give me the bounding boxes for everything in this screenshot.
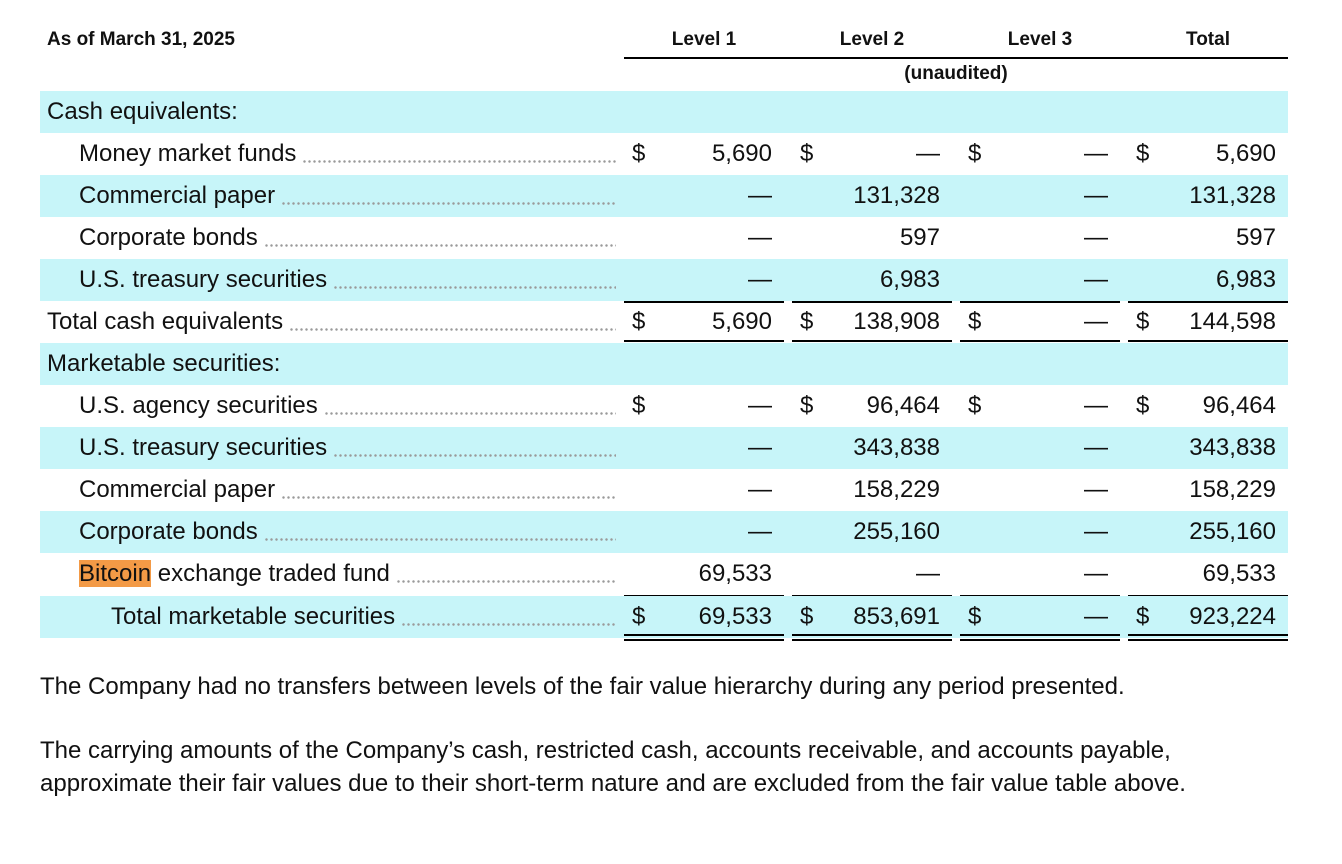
dot-leader [401,619,616,629]
row-label [79,553,390,595]
value-total: 923,224 [1189,603,1276,630]
section-heading-cash: Cash equivalents: [47,98,238,125]
dollar-sign: $ [632,603,646,630]
value-total: 69,533 [1202,560,1276,587]
dot-leader [289,324,616,334]
value-level-1: 69,533 [698,603,772,630]
total-double-rule [624,634,784,641]
value-total: 5,690 [1215,140,1276,167]
table-row [40,217,1288,259]
value-total: 144,598 [1189,308,1276,335]
value-level-1: 5,690 [711,308,772,335]
row-label: Total marketable securities [111,603,396,630]
row-label: U.S. agency securities [79,392,318,419]
value-level-3: — [1084,224,1108,251]
dollar-sign: $ [632,140,646,167]
total-row [40,301,1288,343]
value-level-1: — [748,266,772,293]
dollar-sign: $ [800,308,814,335]
value-total: 131,328 [1189,182,1276,209]
table-row [40,133,1288,175]
dot-leader [281,492,616,502]
total-double-rule [1128,634,1288,641]
table-row [40,511,1288,553]
value-level-1: — [748,434,772,461]
total-double-rule [792,634,952,641]
value-level-3: — [1084,266,1108,293]
table-row [40,175,1288,217]
dot-leader [333,282,616,292]
table-row [40,553,1288,595]
row-label: U.S. treasury securities [79,266,328,293]
row-label: Corporate bonds [79,224,258,251]
value-level-2: 6,983 [879,266,940,293]
row-label: Corporate bonds [79,518,258,545]
value-level-3: — [1084,182,1108,209]
value-level-1: — [748,476,772,503]
dot-leader [324,408,616,418]
value-level-1: — [748,392,772,419]
value-level-1: — [748,518,772,545]
value-level-1: — [748,182,772,209]
row-label: Commercial paper [79,476,276,503]
value-level-2: 853,691 [853,603,940,630]
section-heading-row [40,91,1288,133]
value-level-3: — [1084,140,1108,167]
dollar-sign: $ [968,392,982,419]
dollar-sign: $ [1136,140,1150,167]
table-row [40,427,1288,469]
table-row [40,385,1288,427]
table-row [40,469,1288,511]
value-level-2: 138,908 [853,308,940,335]
value-level-2: — [916,560,940,587]
row-label: U.S. treasury securities [79,434,328,461]
column-header-level-3: Level 3 [1007,29,1073,50]
value-level-2: 131,328 [853,182,940,209]
value-level-3: — [1084,476,1108,503]
dollar-sign: $ [632,308,646,335]
value-level-1: 69,533 [698,560,772,587]
dot-leader [264,240,616,250]
dollar-sign: $ [800,140,814,167]
value-level-2: 158,229 [853,476,940,503]
dollar-sign: $ [800,603,814,630]
section-heading-row [40,343,1288,385]
table-date-header: As of March 31, 2025 [47,29,235,50]
value-total: 343,838 [1189,434,1276,461]
value-level-2: 343,838 [853,434,940,461]
dollar-sign: $ [968,308,982,335]
value-level-3: — [1084,434,1108,461]
value-total: 158,229 [1189,476,1276,503]
column-header-level-1: Level 1 [671,29,737,50]
value-level-1: 5,690 [711,140,772,167]
row-label: Total cash equivalents [47,308,284,335]
total-row [40,596,1288,638]
value-total: 255,160 [1189,518,1276,545]
header-rule [624,57,1288,59]
value-level-2: 255,160 [853,518,940,545]
value-level-3: — [1084,308,1108,335]
dot-leader [264,534,616,544]
total-double-rule [960,634,1120,641]
column-header-total: Total [1186,29,1230,50]
search-highlight: Bitcoin [79,560,152,587]
dot-leader [281,198,616,208]
table-row [40,259,1288,301]
row-label: Commercial paper [79,182,276,209]
value-level-1: — [748,224,772,251]
section-heading-marketable: Marketable securities: [47,350,281,377]
row-label-rest: exchange traded fund [151,560,390,587]
row-label: Money market funds [79,140,297,167]
carrying-amounts-note: The carrying amounts of the Company’s cash, restricted cash, accounts receivable, and accounts payable, approximate their fair values due to their short-term nature and are excluded from the fair value table above. [40,737,1186,797]
value-level-3: — [1084,603,1108,630]
unaudited-note: (unaudited) [904,63,1008,84]
value-total: 6,983 [1215,266,1276,293]
value-level-2: — [916,140,940,167]
dollar-sign: $ [1136,392,1150,419]
dot-leader [302,156,616,166]
value-level-3: — [1084,392,1108,419]
value-total: 597 [1235,224,1276,251]
column-header-level-2: Level 2 [839,29,905,50]
value-level-2: 597 [899,224,940,251]
transfers-note: The Company had no transfers between levels of the fair value hierarchy during any period presented. [40,673,1125,700]
dollar-sign: $ [1136,308,1150,335]
dollar-sign: $ [968,140,982,167]
dollar-sign: $ [1136,603,1150,630]
dot-leader [333,450,616,460]
dot-leader [396,576,616,586]
dollar-sign: $ [800,392,814,419]
dollar-sign: $ [632,392,646,419]
dollar-sign: $ [968,603,982,630]
value-total: 96,464 [1202,392,1276,419]
value-level-2: 96,464 [866,392,940,419]
value-level-3: — [1084,560,1108,587]
value-level-3: — [1084,518,1108,545]
